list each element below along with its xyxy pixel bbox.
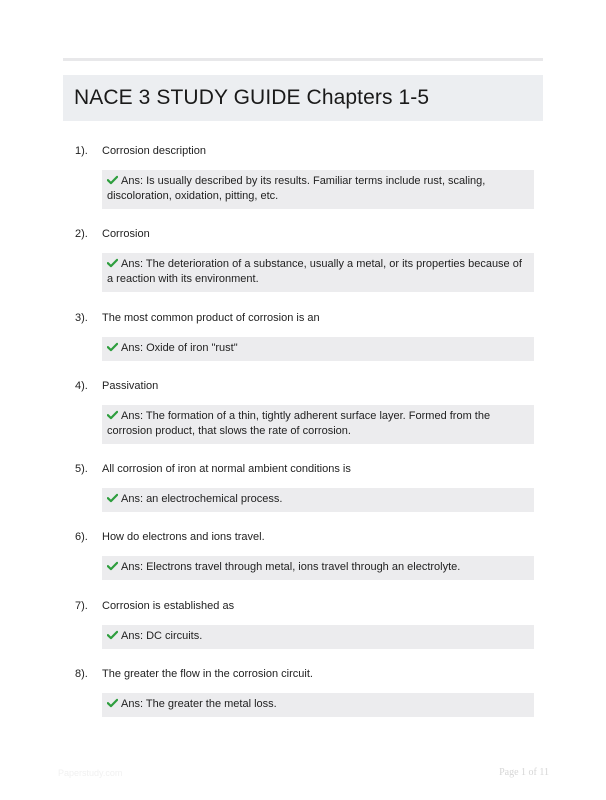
checkmark-icon — [107, 342, 118, 352]
answer-text: Ans: Oxide of iron "rust" — [121, 342, 238, 354]
answer-box — [102, 170, 534, 209]
checkmark-icon — [107, 493, 118, 503]
question-number: 2). — [75, 228, 88, 240]
question-text: The most common product of corrosion is an — [102, 312, 320, 324]
question-number: 5). — [75, 463, 88, 475]
answer-text: Ans: an electrochemical process. — [121, 493, 283, 505]
answer-box — [102, 405, 534, 444]
checkmark-icon — [107, 175, 118, 185]
answer-box — [102, 253, 534, 292]
question-text: Corrosion description — [102, 145, 206, 157]
title-bar — [63, 75, 543, 121]
answer-text: Ans: The formation of a thin, tightly adherent surface layer. Formed from the corrosion product, that slows the rate of corrosion. — [107, 410, 491, 437]
question-text: Corrosion — [102, 228, 150, 240]
top-divider — [63, 58, 543, 61]
answer-box — [102, 337, 534, 361]
question-text: The greater the flow in the corrosion circuit. — [102, 668, 313, 680]
footer-watermark: Paperstudy.com — [58, 768, 123, 778]
answer-text: Ans: Is usually described by its results. Familiar terms include rust, scaling, discoloration, oxidation, pitting, etc. — [107, 175, 486, 202]
answer-text: Ans: The greater the metal loss. — [121, 698, 277, 710]
page-title: NACE 3 STUDY GUIDE Chapters 1-5 — [74, 86, 430, 109]
question-text: Corrosion is established as — [102, 600, 235, 612]
answer-box — [102, 488, 534, 512]
answer-box — [102, 625, 534, 649]
checkmark-icon — [107, 630, 118, 640]
question-number: 3). — [75, 312, 88, 324]
answer-text: Ans: DC circuits. — [121, 630, 203, 642]
page-number: Page 1 of 11 — [499, 767, 549, 778]
question-text: All corrosion of iron at normal ambient conditions is — [102, 463, 351, 475]
question-number: 1). — [75, 145, 88, 157]
question-text: Passivation — [102, 380, 159, 392]
question-number: 6). — [75, 531, 88, 543]
answer-box — [102, 556, 534, 580]
answer-box — [102, 693, 534, 717]
checkmark-icon — [107, 698, 118, 708]
question-number: 7). — [75, 600, 88, 612]
question-text: How do electrons and ions travel. — [102, 531, 265, 543]
answer-text: Ans: Electrons travel through metal, ions travel through an electrolyte. — [121, 561, 461, 573]
question-number: 4). — [75, 380, 88, 392]
checkmark-icon — [107, 561, 118, 571]
question-number: 8). — [75, 668, 88, 680]
answer-text: Ans: The deterioration of a substance, usually a metal, or its properties because of a reaction with its environment. — [107, 258, 522, 285]
checkmark-icon — [107, 258, 118, 268]
checkmark-icon — [107, 410, 118, 420]
